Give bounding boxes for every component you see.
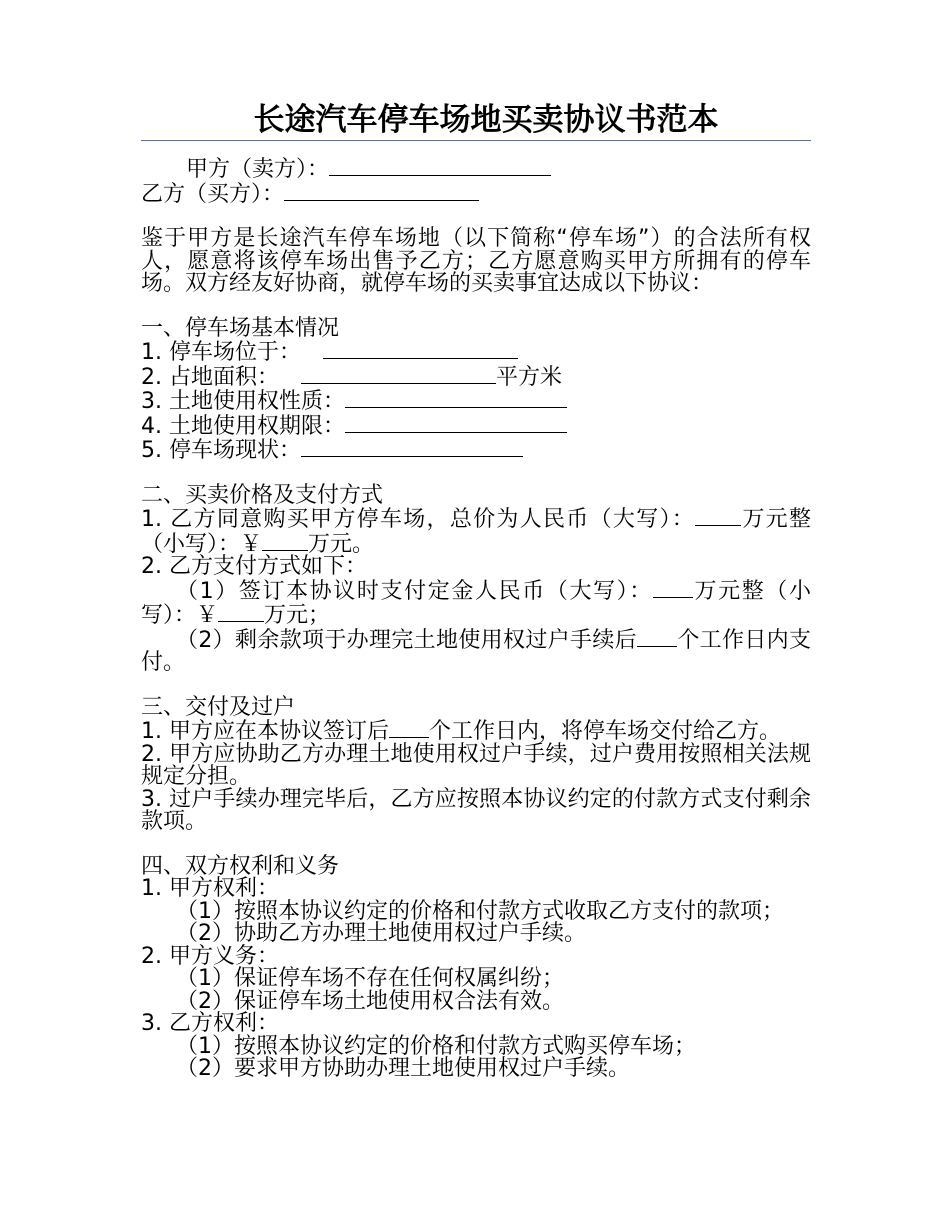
section1-item2	[141, 365, 811, 390]
preamble-paragraph: 鉴于甲方是长途汽车停车场地（以下简称“停车场”）的合法所有权人，愿意将该停车场出售予乙方；乙方愿意购买甲方所拥有的停车场。双方经友好协商，就停车场的买卖事宜达成以下协议：	[141, 226, 811, 296]
section1-item5	[141, 438, 811, 463]
section3-item1-text: 1. 甲方应在本协议签订后	[141, 719, 389, 744]
section1-item2-label: 2. 占地面积：	[141, 364, 279, 390]
section1-item4	[141, 414, 811, 439]
land-term-blank	[345, 414, 567, 433]
section3-heading: 三、交付及过户	[141, 694, 296, 720]
area-unit: 平方米	[495, 364, 562, 390]
party-b-blank	[284, 182, 479, 201]
party-a-line	[141, 157, 811, 182]
section2-item1	[141, 507, 811, 556]
section4-item3-sub1: （1）按照本协议约定的价格和付款方式购买停车场；	[176, 1033, 696, 1059]
section1-item4-label: 4. 土地使用权期限：	[141, 413, 345, 439]
spacer	[141, 463, 811, 485]
total-price-uppercase-blank	[695, 507, 741, 526]
section3-item1-text-b: 个工作日内，将停车场交付给乙方。	[428, 719, 781, 744]
section2-sub2-text-b: 个工作日内支付。	[141, 627, 811, 675]
section1-item1-label: 1. 停车场位于：	[141, 340, 301, 365]
section1-item3	[141, 389, 811, 414]
section4-item2: 2. 甲方义务：	[141, 943, 279, 969]
section1-item3-label: 3. 土地使用权性质：	[141, 389, 345, 414]
section4-item3: 3. 乙方权利：	[141, 1011, 279, 1036]
section4-item1-sub2: （2）协助乙方办理土地使用权过户手续。	[176, 921, 586, 946]
party-a-blank	[329, 157, 551, 176]
total-price-lowercase-blank	[262, 532, 308, 551]
section4-item2-sub1: （1）保证停车场不存在任何权属纠纷；	[176, 966, 564, 991]
section1-heading: 一、停车场基本情况	[141, 315, 340, 341]
section4-heading: 四、双方权利和义务	[141, 853, 340, 879]
section4-item1-sub1	[141, 898, 811, 924]
section2-sub1-text: （1）签订本协议时支付定金人民币（大写）：	[176, 578, 653, 604]
section3-item1	[141, 719, 811, 744]
section2-heading: 二、买卖价格及支付方式	[141, 482, 384, 508]
deposit-lowercase-blank	[218, 603, 264, 622]
location-blank	[323, 340, 518, 359]
payment-days-blank	[637, 628, 677, 647]
spacer	[141, 675, 811, 697]
document-page	[141, 100, 811, 1081]
section1-item1	[141, 340, 811, 365]
spacer	[141, 296, 811, 318]
section3-item2: 2. 甲方应协助乙方办理土地使用权过户手续，过户费用按照相关法规规定分担。	[141, 741, 811, 789]
section4-item3-sub2: （2）要求甲方协助办理土地使用权过户手续。	[176, 1056, 630, 1081]
section2-sub1-text-b: 万元整（小写）：￥	[141, 578, 811, 628]
section4-item2-sub2: （2）保证停车场土地使用权合法有效。	[176, 988, 564, 1014]
party-b-line	[141, 182, 811, 207]
spacer	[141, 834, 811, 856]
title-underline	[141, 140, 811, 141]
document-title: 长途汽车停车场地买卖协议书范本	[253, 102, 719, 138]
party-a-label: 甲方（卖方）：	[186, 157, 330, 182]
section4-item1: 1. 甲方权利：	[141, 876, 279, 901]
section2-item2: 2. 乙方支付方式如下：	[141, 554, 367, 579]
deposit-uppercase-blank	[653, 579, 693, 598]
section2-sub1	[141, 579, 811, 628]
land-nature-blank	[345, 389, 567, 408]
section3-item3: 3. 过户手续办理完毕后，乙方应按照本协议约定的付款方式支付剩余款项。	[141, 786, 811, 834]
section2-sub1-text-c: 万元；	[264, 603, 331, 628]
delivery-days-blank	[389, 719, 429, 738]
section2-item1-text-c: 万元。	[308, 531, 375, 557]
section4-item1-sub1-text: （1）按照本协议约定的价格和付款方式收取乙方支付的款项；	[176, 898, 784, 924]
section2-item1-text-b: 万元整（小写）：￥	[141, 507, 811, 557]
section2-sub2	[141, 628, 811, 675]
spacer	[141, 206, 811, 228]
section1-item5-label: 5. 停车场现状：	[141, 438, 301, 463]
area-blank	[301, 365, 496, 384]
party-b-label: 乙方（买方）：	[141, 181, 285, 207]
status-blank	[301, 438, 523, 457]
section2-item1-text: 1. 乙方同意购买甲方停车场，总价为人民币（大写）：	[141, 507, 696, 532]
section2-sub2-text: （2）剩余款项于办理完土地使用权过户手续后	[176, 627, 637, 653]
